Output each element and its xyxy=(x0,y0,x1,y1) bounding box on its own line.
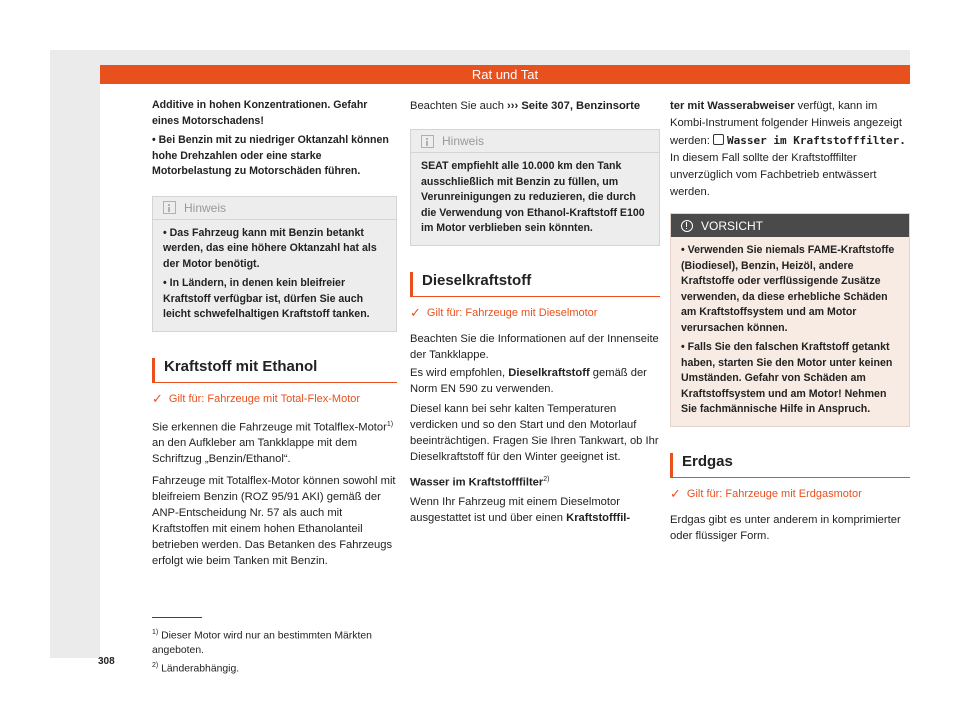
column-1 xyxy=(152,98,397,569)
applies-to xyxy=(152,391,397,407)
page-content xyxy=(98,84,910,675)
note-header xyxy=(153,197,396,220)
footnote-text: Länderabhängig. xyxy=(161,663,240,675)
caution-body xyxy=(671,237,909,426)
paragraph xyxy=(410,365,660,397)
paragraph-bold: ter mit Wasserabweiser xyxy=(670,100,795,112)
cross-ref-arrow: ››› xyxy=(507,100,519,112)
section-title-diesel: Dieselkraftstoff xyxy=(410,272,660,297)
footnote-ref: 2) xyxy=(543,475,550,483)
paragraph-text: Beachten Sie auch xyxy=(410,100,508,112)
paragraph-text: verfügt, kann im Kombi-Instrument folgender Hinweis angezeigt werden: xyxy=(670,100,902,147)
applies-to xyxy=(670,486,910,502)
paragraph-bold: Kraftstofffil- xyxy=(566,512,631,525)
paragraph xyxy=(410,98,660,114)
caution-header xyxy=(671,214,909,237)
paragraph-text: Wenn Ihr Fahrzeug mit einem Dieselmotor ausgestattet ist und über einen xyxy=(410,496,620,525)
warning-continuation: Additive in hohen Konzentrationen. Gefahr eines Motorschadens! xyxy=(152,99,368,127)
applies-text: Gilt für: Fahrzeuge mit Dieselmotor xyxy=(426,306,598,319)
page-number: 308 xyxy=(98,656,115,667)
note-body xyxy=(411,153,659,245)
footnote-divider xyxy=(152,617,202,618)
chapter-header: Rat und Tat xyxy=(100,65,910,84)
fuel-filter-icon xyxy=(713,134,724,145)
note-text: SEAT empfiehlt alle 10.000 km den Tank ausschließlich mit Benzin zu füllen, um Verunreinigungen zu reduzieren, die durch die Verwendung von Ethanol-Kraftstoff E100 im Motor verblieben sein könnten. xyxy=(421,160,645,234)
paragraph-text: Es wird empfohlen, xyxy=(410,366,509,379)
paragraph-text: Sie erkennen die Fahrzeuge mit Totalflex-Motor xyxy=(152,421,387,434)
checkmark-icon: ✓ xyxy=(670,485,681,501)
subheading-text: Wasser im Kraftstofffilter xyxy=(410,476,544,489)
note-box xyxy=(152,196,397,332)
paragraph xyxy=(670,98,910,201)
paragraph xyxy=(410,494,660,526)
info-icon xyxy=(421,135,434,148)
applies-text: Gilt für: Fahrzeuge mit Erdgasmotor xyxy=(686,487,862,500)
footnote-number: 2) xyxy=(152,662,159,669)
column-3 xyxy=(670,98,910,544)
caution-box xyxy=(670,213,910,427)
paragraph: Fahrzeuge mit Totalflex-Motor können sowohl mit bleifreiem Benzin (ROZ 95/91 AKI) gemäß der ANP-Entscheidung Nr. 57 als auch mit Kraftstoffen mit einem hohen Ethanolanteil betrieben werden. Das Betanken des Fahrzeugs erfolgt wie beim Tanken mit Benzin. xyxy=(152,475,396,568)
page xyxy=(50,50,910,675)
footnote-text: Dieser Motor wird nur an bestimmten Märkten angeboten. xyxy=(152,630,372,657)
footnote-number: 1) xyxy=(152,629,159,636)
caution-item: • Falls Sie den falschen Kraftstoff getankt haben, starten Sie den Motor unter keinen Umständen. Gefahr von Schäden am Kraftstoffsystem und am Motor! Nehmen Sie fachmännische Hilfe in Anspruch. xyxy=(681,341,893,415)
paragraph: Beachten Sie die Informationen auf der Innenseite der Tankklappe. xyxy=(410,332,659,361)
section-title-ethanol: Kraftstoff mit Ethanol xyxy=(152,358,397,383)
note-item: • Das Fahrzeug kann mit Benzin betankt werden, das eine höhere Oktanzahl hat als der Motor benötigt. xyxy=(163,226,377,270)
footnote xyxy=(152,658,397,676)
warning-bullet: • Bei Benzin mit zu niedriger Oktanzahl können hohe Drehzahlen oder eine starke Motorbelastung zu Motorschäden führen. xyxy=(152,134,389,177)
paragraph xyxy=(152,417,397,468)
note-box xyxy=(410,129,660,246)
note-title: Hinweis xyxy=(442,134,485,148)
display-message: Wasser im Kraftstofffilter. xyxy=(727,134,906,147)
paragraph-text: gemäß der Norm EN 590 zu verwenden. xyxy=(410,366,647,395)
column-2 xyxy=(410,98,660,526)
section-title-erdgas: Erdgas xyxy=(670,453,910,478)
exclamation-icon xyxy=(681,220,693,232)
paragraph-bold: Dieselkraftstoff xyxy=(508,366,590,379)
note-item: • In Ländern, in denen kein bleifreier Kraftstoff verfügbar ist, dürfen Sie auch leicht schwefelhaltigen Kraftstoff tanken. xyxy=(163,277,370,320)
note-body xyxy=(153,220,396,331)
footnote xyxy=(152,625,397,658)
info-icon xyxy=(163,201,176,214)
checkmark-icon: ✓ xyxy=(152,390,163,406)
paragraph: Erdgas gibt es unter anderem in komprimierter oder flüssiger Form. xyxy=(670,513,901,542)
note-header xyxy=(411,130,659,153)
paragraph-text: an den Aufkleber am Tankklappe mit dem Schriftzug „Benzin/Ethanol“. xyxy=(152,437,358,466)
note-title: Hinweis xyxy=(184,200,227,215)
paragraph: Diesel kann bei sehr kalten Temperaturen verdicken und so den Start und den Motorlauf beeinträchtigen. Fragen Sie Ihren Tankwart, ob Ihr Dieselkraftstoff für den Winter geeignet ist. xyxy=(410,402,659,463)
checkmark-icon: ✓ xyxy=(410,304,421,320)
caution-title: VORSICHT xyxy=(701,218,764,233)
paragraph-text: In diesem Fall sollte der Kraftstofffilter unverzüglich vom Fachbetrieb entwässert werden. xyxy=(670,152,877,198)
caution-item: • Verwenden Sie niemals FAME-Kraftstoffe (Biodiesel), Benzin, Heizöl, andere Kraftstoffe oder verflüssigende Zusätze verwenden, da diese erhebliche Schäden am Kraftstoffsystem und am Motor verursachen können. xyxy=(681,244,895,334)
applies-to xyxy=(410,305,660,321)
cross-ref-link[interactable]: Seite 307, Benzinsorte xyxy=(518,100,641,112)
subheading xyxy=(410,472,660,491)
applies-text: Gilt für: Fahrzeuge mit Total-Flex-Motor xyxy=(168,392,361,405)
footnote-ref: 1) xyxy=(386,420,394,428)
